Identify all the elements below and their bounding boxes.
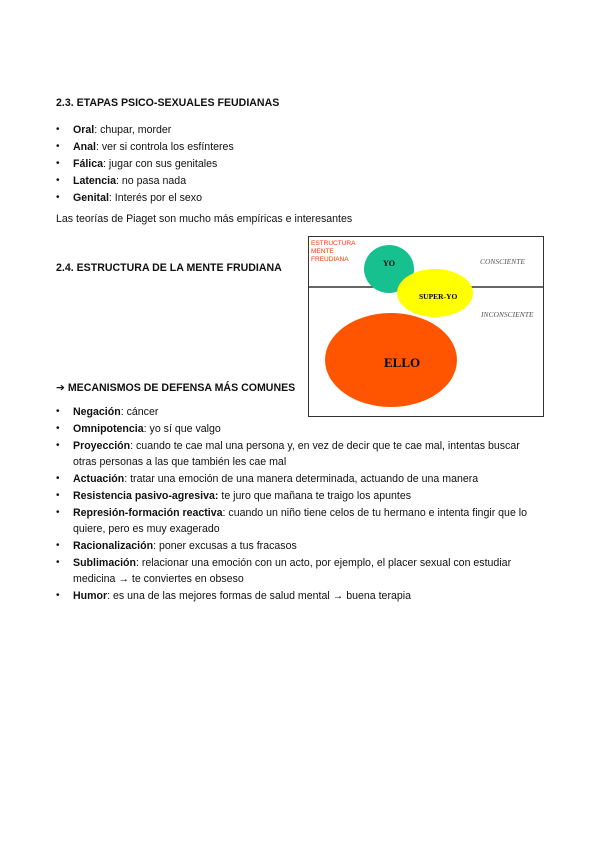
bullet-icon: • <box>56 490 60 501</box>
bullet-icon: • <box>56 406 60 417</box>
item-term: Represión-formación reactiva <box>73 507 223 519</box>
list-item <box>56 438 556 470</box>
diagram-label-line3: FREUDIANA <box>311 256 349 263</box>
list-item <box>56 156 536 172</box>
item-text: : Interés por el sexo <box>108 192 202 204</box>
piaget-note: Las teorías de Piaget son mucho más empíricas e interesantes <box>56 213 353 225</box>
superyo-label: SUPER-YO <box>419 292 458 301</box>
item-text: : es una de las mejores formas de salud mental → buena terapia <box>107 590 411 602</box>
item-term: Oral <box>73 124 95 136</box>
diagram-label-line1: ESTRUCTURA <box>311 240 356 247</box>
bullet-icon: • <box>56 423 60 434</box>
diagram-label-line2: MENTE <box>311 248 334 255</box>
list-item <box>56 555 556 587</box>
consciente-label: CONSCIENTE <box>480 257 526 266</box>
item-text: : cáncer <box>120 406 159 418</box>
bullet-icon: • <box>56 473 60 484</box>
item-text: : yo sí que valgo <box>143 423 221 435</box>
list-item <box>56 421 556 437</box>
item-text: : no pasa nada <box>115 175 187 187</box>
arrow-right-icon: ➔ <box>56 382 65 394</box>
item-term: Racionalización <box>73 540 154 552</box>
stages-list <box>56 122 536 207</box>
section-2-4-title: 2.4. ESTRUCTURA DE LA MENTE FRUDIANA <box>56 262 282 274</box>
item-term: Negación <box>73 406 121 418</box>
bullet-icon: • <box>56 440 60 451</box>
item-text: : jugar con sus genitales <box>103 158 218 170</box>
mecanismos-title-text: MECANISMOS DE DEFENSA MÁS COMUNES <box>67 382 296 394</box>
section-2-3-title: 2.3. ETAPAS PSICO-SEXUALES FEUDIANAS <box>56 97 280 109</box>
list-item <box>56 122 536 138</box>
item-term: Humor <box>73 590 108 602</box>
item-text: : chupar, morder <box>94 124 172 136</box>
bullet-icon: • <box>56 557 60 568</box>
item-text: : poner excusas a tus fracasos <box>153 540 297 552</box>
list-item <box>56 173 536 189</box>
list-item <box>56 538 556 554</box>
list-item <box>56 404 556 420</box>
item-text: : relacionar una emoción con un acto, por ejemplo, el placer sexual con estudiar <box>135 557 512 569</box>
inconsciente-label: INCONSCIENTE <box>481 310 534 319</box>
freud-mind-diagram <box>308 236 544 417</box>
bullet-icon: • <box>56 175 60 186</box>
list-item <box>56 588 556 604</box>
bullet-icon: • <box>56 507 60 518</box>
item-text-cont: quiere, pero es muy exagerado <box>73 523 220 535</box>
bullet-icon: • <box>56 141 60 152</box>
item-term: Fálica <box>73 158 104 170</box>
item-text-cont: otras personas a las que también les cae mal <box>73 456 287 468</box>
item-text: : tratar una emoción de una manera determinada, actuando de una manera <box>124 473 479 485</box>
list-item <box>56 505 556 537</box>
list-item <box>56 190 536 206</box>
list-item <box>56 488 556 504</box>
mecanismos-list <box>56 404 556 605</box>
item-term: Sublimación <box>73 557 136 569</box>
item-text: : cuando te cae mal una persona y, en vez de decir que te cae mal, intentas buscar <box>130 440 520 452</box>
bullet-icon: • <box>56 192 60 203</box>
item-term: Resistencia pasivo-agresiva: <box>73 490 219 502</box>
list-item <box>56 471 556 487</box>
yo-label: YO <box>383 259 395 268</box>
item-term: Omnipotencia <box>73 423 144 435</box>
item-term: Actuación <box>73 473 125 485</box>
item-term: Anal <box>73 141 96 153</box>
item-term: Latencia <box>73 175 116 187</box>
ello-label: ELLO <box>384 355 421 370</box>
mecanismos-title <box>56 382 295 394</box>
bullet-icon: • <box>56 540 60 551</box>
bullet-icon: • <box>56 158 60 169</box>
item-text: : ver si controla los esfínteres <box>95 141 234 153</box>
bullet-icon: • <box>56 124 60 135</box>
list-item <box>56 139 536 155</box>
item-text: te juro que mañana te traigo los apuntes <box>218 490 412 502</box>
item-text-cont: medicina → te conviertes en obseso <box>73 573 244 585</box>
bullet-icon: • <box>56 590 60 601</box>
item-term: Genital <box>73 192 109 204</box>
item-text: : cuando un niño tiene celos de tu hermano e intenta fingir que lo <box>222 507 528 519</box>
item-term: Proyección <box>73 440 131 452</box>
